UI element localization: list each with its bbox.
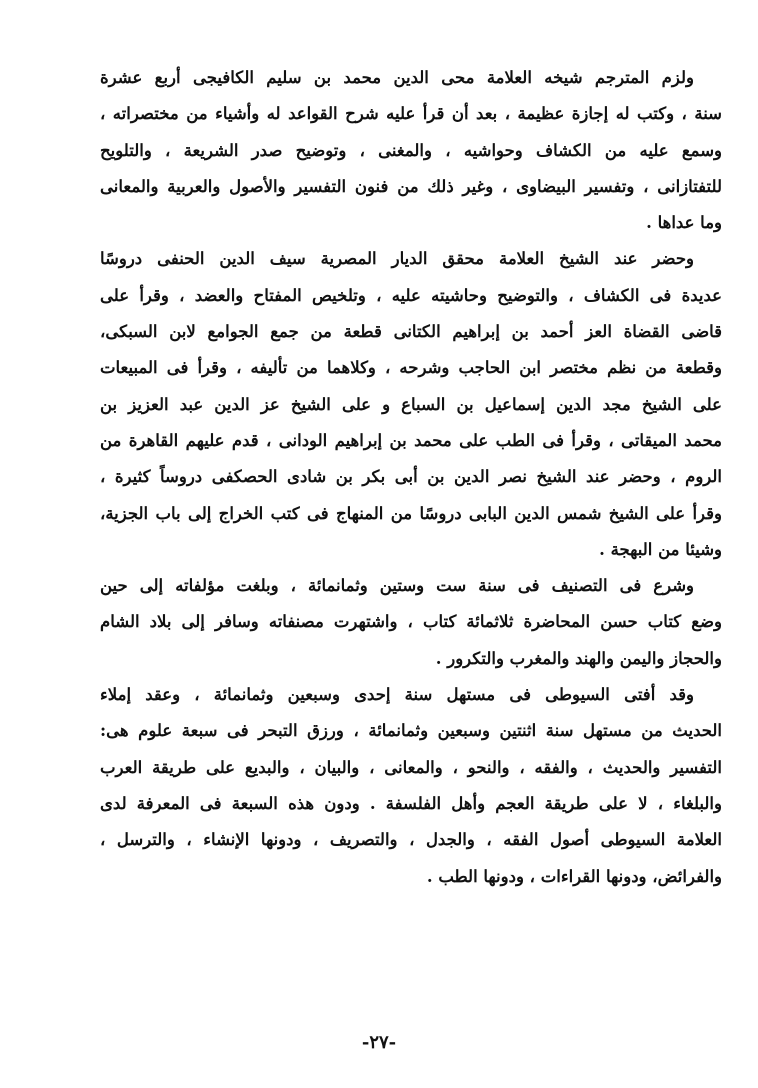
- text-line: عديدة فى الكشاف ، والتوضيح وحاشيته عليه ، وتلخيص المفتاح والعضد ، وقرأ على: [100, 285, 722, 305]
- text-line: والفرائض، ودونها القراءات ، ودونها الطب .: [426, 866, 722, 886]
- text-line: والبلغاء ، لا على طريقة العجم وأهل الفلسفة . ودون هذه السبعة فى المعرفة لدى: [100, 793, 722, 813]
- text-line: العلامة السيوطى أصول الفقه ، والجدل ، والتصريف ، ودونها الإنشاء ، والترسل ،: [100, 830, 722, 850]
- text-line: للتفتازانى ، وتفسير البيضاوى ، وغير ذلك من فنون التفسير والأصول والعربية والمعانى: [100, 176, 722, 196]
- text-line: قاضى القضاة العز أحمد بن إبراهيم الكتانى قطعة من جمع الجوامع لابن السبكى،: [100, 322, 722, 342]
- page-number: -٢٧-: [361, 1032, 397, 1053]
- body-text: [100, 60, 722, 895]
- text-line: ولزم المترجم شيخه العلامة محى الدين محمد بن سليم الكافيجى أربع عشرة: [100, 68, 694, 87]
- text-line: سنة ، وكتب له إجازة عظيمة ، بعد أن قرأ عليه شرح القواعد له وأشياء من مختصراته ،: [100, 104, 722, 124]
- paragraph-2: [100, 241, 722, 568]
- text-line: وشيئا من البهجة .: [599, 539, 722, 559]
- text-line: والحجاز واليمن والهند والمغرب والتكرور .: [435, 648, 722, 668]
- text-line: على الشيخ مجد الدين إسماعيل بن السباع و على الشيخ عز الدين عبد العزيز بن: [100, 394, 722, 414]
- text-line: وقد أفتى السيوطى فى مستهل سنة إحدى وسبعين وثمانمائة ، وعقد إملاء: [100, 685, 694, 705]
- text-line: وقرأ على الشيخ شمس الدين البابى دروسًا من المنهاج فى كتب الخراج إلى باب الجزية،: [100, 503, 722, 523]
- text-line: محمد الميقاتى ، وقرأ فى الطب على محمد بن إبراهيم الودانى ، قدم عليهم القاهرة من: [100, 430, 722, 450]
- text-line: وقطعة من نظم مختصر ابن الحاجب وشرحه ، وكلاهما من تأليفه ، وقرأ فى المبيعات: [100, 358, 722, 378]
- text-line: وضع كتاب حسن المحاضرة ثلاثمائة كتاب ، واشتهرت مصنفاته وسافر إلى بلاد الشام: [100, 612, 722, 632]
- text-line: التفسير والحديث ، والفقه ، والنحو ، والمعانى ، والبيان ، والبديع على طريقة العرب: [100, 757, 722, 777]
- paragraph-4: [100, 677, 722, 895]
- paragraph-3: [100, 568, 722, 677]
- paragraph-1: [100, 60, 722, 241]
- text-line: وسمع عليه من الكشاف وحواشيه ، والمغنى ، وتوضيح صدر الشريعة ، والتلويح: [100, 140, 722, 160]
- text-line: وشرع فى التصنيف فى سنة ست وستين وثمانمائة ، وبلغت مؤلفاته إلى حين: [100, 576, 694, 596]
- text-line: وحضر عند الشيخ العلامة محقق الديار المصرية سيف الدين الحنفى دروسًا: [100, 249, 694, 269]
- text-line: الحديث من مستهل سنة اثنتين وسبعين وثمانمائة ، ورزق التبحر فى سبعة علوم هى:: [100, 721, 722, 741]
- text-line: وما عداها .: [646, 213, 722, 233]
- text-line: الروم ، وحضر عند الشيخ نصر الدين بن أبى بكر بن شادى الحصكفى دروساً كثيرة ،: [100, 467, 722, 487]
